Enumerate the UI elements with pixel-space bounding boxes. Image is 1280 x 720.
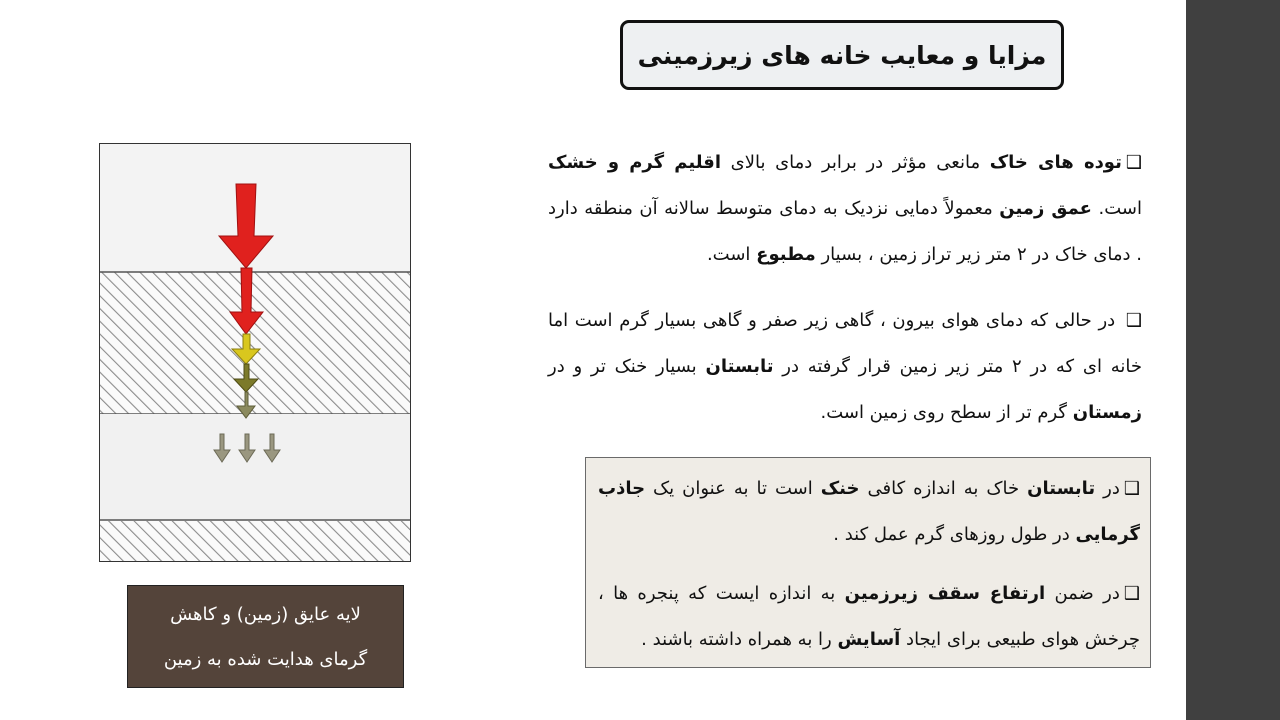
p4-text-5: را به همراه داشته باشند . [641,629,838,650]
bullet-icon: ❑ [1125,310,1142,331]
p3-bold-4: خنک [820,478,860,499]
p1-bold-7: مطبوع [756,244,816,265]
paragraph-ceiling-height [598,571,1140,663]
p3-text-3: خاک به اندازه کافی [859,478,1028,499]
p2-text-3: بسیار خنک تر و در [548,356,706,377]
p1-text-6: معمولاً دمایی نزدیک به دمای متوسط سالانه آن منطقه دارد . دمای خاک در ۲ متر زیر تراز زمین ، بسیار [548,198,1142,265]
p2-bold-4: زمستان [1072,402,1142,423]
p1-text-8: است. [706,244,757,265]
caption-line-1: لایه عایق (زمین) و کاهش [170,603,361,625]
highlight-box [585,457,1151,668]
p4-bold-2: ارتفاع سقف زیرزمین [844,583,1046,604]
bullet-icon: ❑ [1123,583,1140,604]
caption-line-2: گرمای هدایت شده به زمین [163,648,368,670]
slide-title-text: مزایا و معایب خانه های زیرزمینی [637,40,1047,70]
p1-bold-1: توده های خاک [989,152,1122,173]
figure-caption [127,585,404,688]
p1-text-2: مانعی مؤثر در برابر دمای بالای [721,152,990,173]
p3-text-1: در [1095,478,1120,499]
soil-insulation-illustration [100,144,410,561]
underground-room [100,414,410,520]
p1-text-4: است. [1091,198,1142,219]
p3-bold-6: جاذب گرمایی [598,478,1140,545]
p3-bold-2: تابستان [1027,478,1096,499]
p4-text-3: به اندازه ایست که پنجره ها ، چرخش هوای طبیعی برای ایجاد [598,583,1140,650]
bullet-icon: ❑ [1123,478,1140,499]
p4-bold-4: آسایش [837,629,901,650]
p3-text-5: است تا به عنوان یک [645,478,821,499]
p2-text-5: گرم تر از سطح روی زمین است. [820,402,1073,423]
p1-bold-3: اقلیم گرم و خشک [548,152,722,173]
bullet-icon: ❑ [1125,152,1142,173]
paragraph-summer-heat-sink [598,466,1140,558]
right-sidebar-bar [1186,0,1280,720]
p2-bold-2: تابستان [705,356,774,377]
p4-text-1: در ضمن [1045,583,1120,604]
soil-insulation-figure [99,143,411,562]
soil-layer-lower [100,521,410,561]
slide-title [620,20,1064,90]
soil-layer-upper [100,272,410,414]
p3-text-7: در طول روزهای گرم عمل کند . [833,524,1076,545]
p1-bold-5: عمق زمین [999,198,1092,219]
paragraph-soil-mass [548,140,1142,278]
p2-text-1: در حالی که دمای هوای بیرون ، گاهی زیر صفر و گاهی بسیار گرم است اما خانه ای که در ۲ متر زیر زمین قرار گرفته در [548,310,1142,377]
paragraph-outside-temperature [548,298,1142,436]
